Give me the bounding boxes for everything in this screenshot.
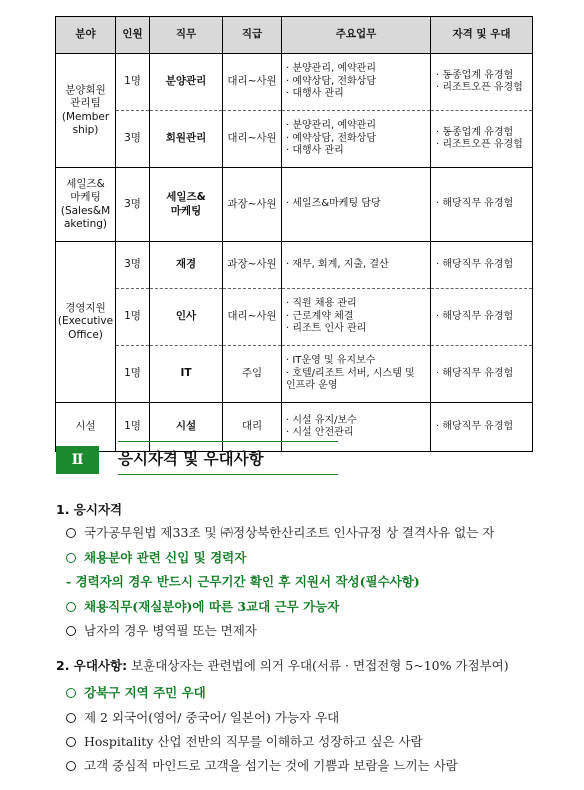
cell-job bbox=[150, 168, 223, 242]
cell-count: 1명 bbox=[116, 403, 150, 452]
field-line: Office) bbox=[68, 328, 103, 341]
cell-qualifications bbox=[431, 54, 533, 111]
section-number-badge: Ⅱ bbox=[56, 446, 99, 474]
eligibility-item-text: - 경력자의 경우 반드시 근무기간 확인 후 지원서 작성(필수사항) bbox=[66, 574, 420, 589]
cell-qualifications bbox=[431, 242, 533, 289]
preference-item bbox=[66, 708, 339, 726]
cell-job bbox=[150, 403, 223, 452]
eligibility-item bbox=[66, 621, 257, 639]
preference-item bbox=[66, 732, 423, 750]
cell-job-line: 마케팅 bbox=[170, 204, 202, 217]
cell-job bbox=[150, 289, 223, 346]
cell-job-line: 재경 bbox=[175, 258, 197, 271]
cell-job bbox=[150, 54, 223, 111]
cell-duties bbox=[282, 111, 431, 168]
cell-duties-line: · 직원 채용 관리 bbox=[286, 298, 357, 310]
cell-field bbox=[56, 242, 116, 403]
cell-duties bbox=[282, 403, 431, 452]
circle-bullet-icon bbox=[66, 553, 76, 563]
eligibility-item bbox=[66, 523, 494, 541]
eligibility-heading: 1. 응시자격 bbox=[56, 502, 123, 517]
cell-qualifications bbox=[431, 168, 533, 242]
cell-qualifications bbox=[431, 346, 533, 403]
cell-count: 3명 bbox=[116, 168, 150, 242]
cell-duties bbox=[282, 346, 431, 403]
cell-qualifications bbox=[431, 111, 533, 168]
cell-rank: 과장~사원 bbox=[223, 242, 282, 289]
preference-item-text: 강북구 지역 주민 우대 bbox=[84, 685, 206, 700]
circle-bullet-icon bbox=[66, 737, 76, 747]
header-rank: 직급 bbox=[223, 17, 282, 54]
cell-duties-line: · 재무, 회계, 지출, 결산 bbox=[286, 258, 389, 270]
preference-heading-note: 보훈대상자는 관련법에 의거 우대(서류 · 면접전형 5~10% 가점부여) bbox=[127, 658, 509, 673]
cell-job-line: 세일즈& bbox=[166, 191, 206, 204]
header-job: 직무 bbox=[150, 17, 223, 54]
field-line: 마케팅 bbox=[70, 191, 101, 204]
cell-job bbox=[150, 346, 223, 403]
cell-job bbox=[150, 111, 223, 168]
field-line: 세일즈& bbox=[66, 178, 105, 191]
circle-bullet-icon bbox=[66, 528, 76, 538]
cell-duties-line: · 호텔/리조트 서버, 시스템 및 bbox=[286, 367, 415, 379]
cell-count: 3명 bbox=[116, 111, 150, 168]
eligibility-item bbox=[66, 597, 339, 615]
field-line: 관리팀 bbox=[70, 97, 101, 110]
cell-job bbox=[150, 242, 223, 289]
cell-duties-line: · 예약상담, 전화상담 bbox=[286, 132, 376, 144]
preference-item-text: 고객 중심적 마인드로 고객을 섬기는 것에 기쁨과 보람을 느끼는 사람 bbox=[84, 758, 458, 773]
cell-duties-line: · 시설 안전관리 bbox=[286, 427, 354, 438]
cell-rank: 대리~사원 bbox=[223, 289, 282, 346]
preference-heading: 2. 우대사항: bbox=[56, 658, 128, 673]
section-rule-bottom bbox=[118, 474, 338, 475]
field-line: (Member bbox=[61, 110, 110, 123]
cell-count: 3명 bbox=[116, 242, 150, 289]
cell-duties bbox=[282, 168, 431, 242]
cell-duties-line: 인프라 운영 bbox=[286, 380, 338, 392]
cell-duties-line: · 분양관리, 예약관리 bbox=[286, 63, 376, 75]
table-row bbox=[56, 346, 533, 403]
field-line: 분양회원 bbox=[65, 84, 106, 97]
circle-bullet-icon bbox=[66, 602, 76, 612]
cell-job-line: 시설 bbox=[175, 420, 197, 433]
recruitment-table bbox=[55, 16, 533, 452]
eligibility-item bbox=[66, 572, 420, 590]
table-row bbox=[56, 403, 533, 452]
cell-duties-line: · IT운영 및 유지보수 bbox=[286, 355, 376, 367]
cell-count: 1명 bbox=[116, 54, 150, 111]
cell-duties-line: · 근로계약 체결 bbox=[286, 310, 354, 322]
field-line: aketing) bbox=[63, 217, 108, 230]
field-line: ship) bbox=[72, 123, 99, 136]
eligibility-item-text: 채용직무(재실분야)에 따른 3교대 근무 가능자 bbox=[84, 599, 340, 614]
field-line: (Executive bbox=[57, 315, 114, 328]
cell-duties-line: · 대행사 관리 bbox=[286, 88, 344, 100]
cell-field bbox=[56, 168, 116, 242]
cell-duties-line: · 대행사 관리 bbox=[286, 145, 344, 157]
cell-rank: 대리~사원 bbox=[223, 54, 282, 111]
cell-qualifications-line: · 해당직무 유경험 bbox=[436, 310, 514, 322]
cell-duties-line: · 리조트 인사 관리 bbox=[286, 323, 367, 335]
table-row bbox=[56, 168, 533, 242]
cell-count: 1명 bbox=[116, 289, 150, 346]
header-duties: 주요업무 bbox=[282, 17, 431, 54]
preference-item bbox=[66, 683, 206, 701]
field-line: 시설 bbox=[75, 420, 96, 433]
circle-bullet-icon bbox=[66, 688, 76, 698]
cell-qualifications-line: · 동종업계 유경험 bbox=[436, 69, 514, 81]
table-row bbox=[56, 54, 533, 111]
cell-qualifications-line: · 해당직무 유경험 bbox=[436, 198, 514, 210]
cell-field bbox=[56, 54, 116, 168]
preference-item-text: Hospitality 산업 전반의 직무를 이해하고 성장하고 싶은 사람 bbox=[84, 734, 423, 749]
preference-heading-line bbox=[56, 656, 509, 674]
circle-bullet-icon bbox=[66, 626, 76, 636]
field-line: 경영지원 bbox=[65, 302, 106, 315]
cell-job-line: 회원관리 bbox=[165, 132, 207, 145]
cell-qualifications-line: · 해당직무 유경험 bbox=[436, 420, 514, 432]
circle-bullet-icon bbox=[66, 761, 76, 771]
table-row bbox=[56, 111, 533, 168]
cell-field bbox=[56, 403, 116, 452]
cell-duties bbox=[282, 242, 431, 289]
preference-item bbox=[66, 756, 458, 774]
cell-qualifications bbox=[431, 403, 533, 452]
cell-qualifications bbox=[431, 289, 533, 346]
circle-bullet-icon bbox=[66, 713, 76, 723]
cell-job-line: 인사 bbox=[175, 310, 197, 323]
cell-duties-line: · 분양관리, 예약관리 bbox=[286, 120, 376, 132]
eligibility-item-text: 국가공무원법 제33조 및 ㈜정상북한산리조트 인사규정 상 결격사유 없는 자 bbox=[84, 525, 495, 540]
cell-count: 1명 bbox=[116, 346, 150, 403]
header-field: 분야 bbox=[56, 17, 116, 54]
cell-rank: 주임 bbox=[223, 346, 282, 403]
table-header-row bbox=[56, 17, 533, 54]
preference-item-text: 제 2 외국어(영어/ 중국어/ 일본어) 가능자 우대 bbox=[84, 710, 340, 725]
cell-rank: 대리 bbox=[223, 403, 282, 452]
table-row bbox=[56, 242, 533, 289]
cell-qualifications-line: · 리조트오픈 유경험 bbox=[436, 139, 523, 150]
eligibility-item-text: 남자의 경우 병역필 또는 면제자 bbox=[84, 623, 257, 638]
header-qualifications: 자격 및 우대 bbox=[431, 17, 533, 54]
cell-rank: 대리~사원 bbox=[223, 111, 282, 168]
table-row bbox=[56, 289, 533, 346]
cell-qualifications-line: · 리조트오픈 유경험 bbox=[436, 82, 523, 93]
cell-duties-line: · 세일즈&마케팅 담당 bbox=[286, 198, 381, 210]
cell-job-line: 분양관리 bbox=[165, 75, 207, 88]
field-line: (Sales&M bbox=[60, 204, 111, 217]
section-title: 응시자격 및 우대사항 bbox=[118, 450, 264, 468]
eligibility-item-text: 채용분야 관련 신입 및 경력자 bbox=[84, 550, 247, 565]
eligibility-item bbox=[66, 548, 246, 566]
cell-job-line: IT bbox=[180, 367, 192, 380]
cell-duties bbox=[282, 289, 431, 346]
cell-qualifications-line: · 동종업계 유경험 bbox=[436, 126, 514, 138]
section-rule-top bbox=[118, 441, 338, 442]
cell-qualifications-line: · 해당직무 유경험 bbox=[436, 258, 514, 270]
cell-duties-line: · 시설 유지/보수 bbox=[286, 414, 357, 426]
cell-duties bbox=[282, 54, 431, 111]
cell-duties-line: · 예약상담, 전화상담 bbox=[286, 75, 376, 87]
cell-qualifications-line: · 해당직무 유경험 bbox=[436, 367, 514, 379]
cell-rank: 과장~사원 bbox=[223, 168, 282, 242]
header-count: 인원 bbox=[116, 17, 150, 54]
